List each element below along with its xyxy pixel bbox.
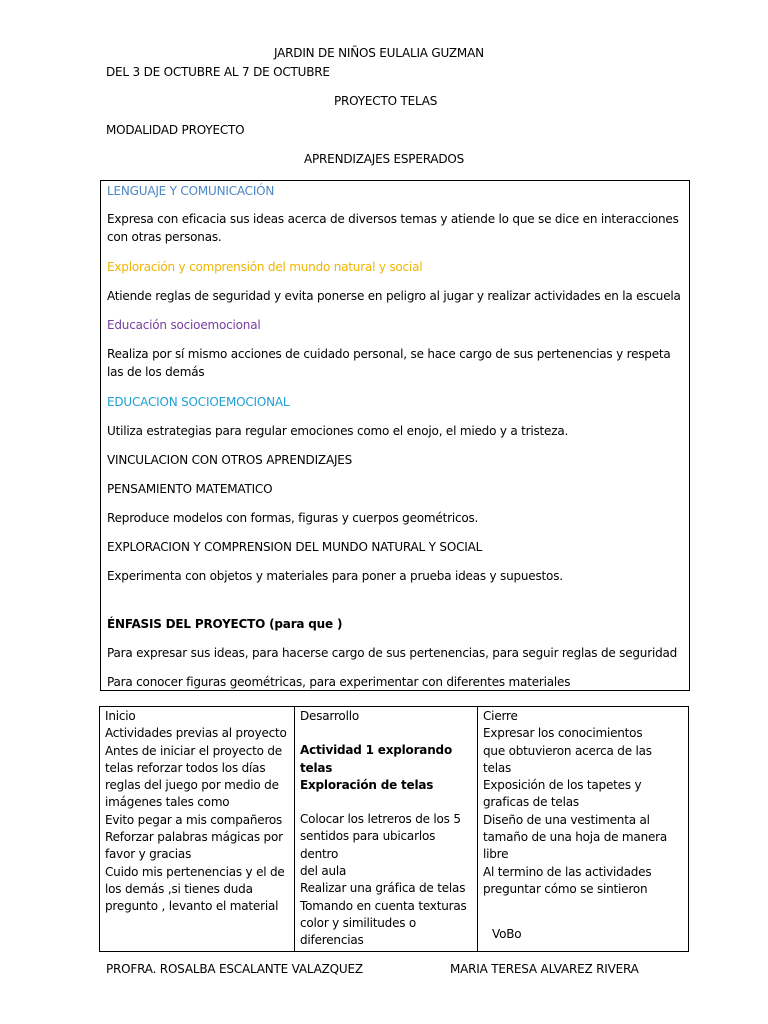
date-range: DEL 3 DE OCTUBRE AL 7 DE OCTUBRE xyxy=(106,65,330,79)
phase-title: Cierre xyxy=(483,709,518,723)
phase-line: preguntar cómo se sintieron xyxy=(483,881,648,896)
phase-line: sentidos para ubicarlos dentro xyxy=(300,829,436,861)
activity-title: Actividad 1 explorando telas xyxy=(300,743,452,775)
learning-heading-lenguaje: LENGUAJE Y COMUNICACIÓN xyxy=(107,184,275,198)
teacher-signature-name: PROFRA. ROSALBA ESCALANTE VALAZQUEZ xyxy=(106,962,363,976)
phase-line: color y similitudes o xyxy=(300,915,417,930)
vobo-label: VoBo xyxy=(492,927,522,941)
expected-learnings-title: APRENDIZAJES ESPERADOS xyxy=(304,152,465,166)
vinculacion-title: VINCULACION CON OTROS APRENDIZAJES xyxy=(107,453,353,467)
phase-line: Exposición de los tapetes y xyxy=(483,778,642,793)
phase-line: diferencias xyxy=(300,933,364,948)
learning-heading-socioemocional: Educación socioemocional xyxy=(107,318,261,332)
learning-heading-exploracion: Exploración y comprensión del mundo natural y social xyxy=(107,260,423,274)
phase-line: telas xyxy=(483,760,512,775)
phase-cierre xyxy=(478,707,689,952)
phase-line: favor y gracias xyxy=(105,847,192,862)
learning-heading-socioemocional-2: EDUCACION SOCIOEMOCIONAL xyxy=(107,395,290,409)
activity-subtitle: Exploración de telas xyxy=(300,777,434,792)
phase-line: que obtuvieron acerca de las xyxy=(483,743,652,758)
director-signature-name: MARIA TERESA ALVAREZ RIVERA xyxy=(450,962,639,976)
phase-line: libre xyxy=(483,847,509,862)
phase-line: pregunto , levanto el material xyxy=(105,899,279,914)
phase-line: Antes de iniciar el proyecto de xyxy=(105,743,282,758)
phase-line: tamaño de una hoja de manera xyxy=(483,830,668,845)
learning-text-socioemocional-2: Utiliza estrategias para regular emociones como el enojo, el miedo y a tristeza. xyxy=(107,424,569,438)
enfasis-title: ÉNFASIS DEL PROYECTO (para que ) xyxy=(107,617,343,631)
enfasis-line-1: Para expresar sus ideas, para hacerse cargo de sus pertenencias, para seguir reglas de seguridad xyxy=(107,646,678,660)
vinculacion-text-exploracion: Experimenta con objetos y materiales para poner a prueba ideas y supuestos. xyxy=(107,569,563,583)
project-title: PROYECTO TELAS xyxy=(334,94,438,108)
phase-line: Expresar los conocimientos xyxy=(483,726,643,741)
vinculacion-text-matematico: Reproduce modelos con formas, figuras y cuerpos geométricos. xyxy=(107,511,479,525)
learning-text-exploracion: Atiende reglas de seguridad y evita ponerse en peligro al jugar y realizar actividades en la escuela xyxy=(107,289,681,303)
phase-line: graficas de telas xyxy=(483,795,579,810)
phase-line: Reforzar palabras mágicas por xyxy=(105,830,283,845)
phase-line: del aula xyxy=(300,864,347,879)
enfasis-line-2: Para conocer figuras geométricas, para experimentar con diferentes materiales xyxy=(107,675,571,689)
phase-title: Desarrollo xyxy=(300,709,359,723)
phase-line: Cuido mis pertenencias y el de xyxy=(105,864,285,879)
vinculacion-heading-exploracion: EXPLORACION Y COMPRENSION DEL MUNDO NATURAL Y SOCIAL xyxy=(107,540,483,554)
phase-line: telas reforzar todos los días xyxy=(105,760,266,775)
phase-line: imágenes tales como xyxy=(105,795,230,810)
phase-line: Diseño de una vestimenta al xyxy=(483,812,650,827)
learning-text-socioemocional: Realiza por sí mismo acciones de cuidado personal, se hace cargo de sus pertenencias y respeta las de los demás xyxy=(107,347,671,379)
phase-line: reglas del juego por medio de xyxy=(105,778,279,793)
phase-line: Tomando en cuenta texturas xyxy=(300,898,467,913)
phase-desarrollo xyxy=(295,707,478,952)
phase-line: Actividades previas al proyecto xyxy=(105,726,287,741)
modality: MODALIDAD PROYECTO xyxy=(106,123,245,137)
phase-line: los demás ,si tienes duda xyxy=(105,881,253,896)
vinculacion-heading-matematico: PENSAMIENTO MATEMATICO xyxy=(107,482,273,496)
phase-title: Inicio xyxy=(105,709,136,723)
expected-learnings-box xyxy=(100,180,690,691)
phase-line: Realizar una gráfica de telas xyxy=(300,881,466,896)
phase-line: Evito pegar a mis compañeros xyxy=(105,812,283,827)
phase-line: Al termino de las actividades xyxy=(483,864,652,879)
phases-table xyxy=(99,706,689,952)
learning-text-lenguaje: Expresa con eficacia sus ideas acerca de diversos temas y atiende lo que se dice en interacciones con otras personas. xyxy=(107,212,679,244)
phase-inicio xyxy=(100,707,295,952)
phase-line: Colocar los letreros de los 5 xyxy=(300,812,461,827)
school-title: JARDIN DE NIÑOS EULALIA GUZMAN xyxy=(274,46,484,60)
